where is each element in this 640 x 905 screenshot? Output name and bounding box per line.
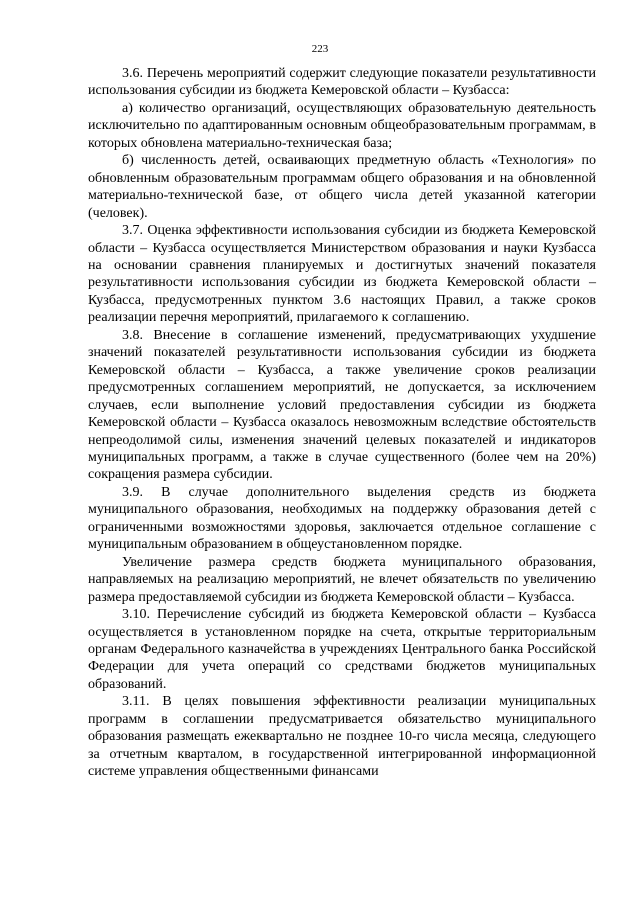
page-number: 223 — [311, 43, 329, 55]
paragraph-3-6: 3.6. Перечень мероприятий содержит следующие показатели результативности использования субсидии из бюджета Кемеровской области – Кузбасса: — [88, 66, 596, 99]
paragraph-3-6-a: а) количество организаций, осуществляющих образовательную деятельность исключительно по адаптированным основным общеобразовательным программам, в которых обновлена материально-техническая база; — [88, 100, 596, 151]
paragraph-3-8: 3.8. Внесение в соглашение изменений, предусматривающих ухудшение значений показателей результативности использования субсидии из бюджета Кемеровской области – Кузбасса, а также увеличение сроков реализации предусмотренных соглашением мероприятий, не допускается, за исключением случаев, если выполнение условий предоставления субсидии из бюджета Кемеровской области – Кузбасса оказалось невозможным вследствие обстоятельств непреодолимой силы, изменения значений целевых показателей и индикаторов муниципальных программ, а также в случае существенного (более чем на 20%) сокращения размера субсидии. — [88, 327, 596, 483]
paragraph-3-6-b: б) численность детей, осваивающих предметную область «Технология» по обновленным образовательным программам общего образования и на обновленной материально-технической базе, от общего числа детей указанной категории (человек). — [88, 153, 596, 221]
paragraph-3-7: 3.7. Оценка эффективности использования субсидии из бюджета Кемеровской области – Кузбасса осуществляется Министерством образования и науки Кузбасса на основании сравнения планируемых и достигнутых значений показателя результативности использования субсидии из бюджета Кемеровской области – Кузбасса, предусмотренных пунктом 3.6 настоящих Правил, а также сроков реализации перечня мероприятий, прилагаемого к соглашению. — [88, 223, 596, 326]
paragraph-3-9: 3.9. В случае дополнительного выделения средств из бюджета муниципального образования, необходимых на поддержку образования детей с ограниченными возможностями здоровья, заключается отдельное соглашение с муниципальным образованием в общеустановленном порядке. — [88, 484, 596, 553]
paragraph-3-9-continuation: Увеличение размера средств бюджета муниципального образования, направляемых на реализацию мероприятий, не влечет обязательств по увеличению размера предоставляемой субсидии из бюджета Кемеровской области – Кузбасса. — [88, 554, 596, 605]
paragraph-3-11: 3.11. В целях повышения эффективности реализации муниципальных программ в соглашении предусматривается обязательство муниципального образования размещать ежеквартально не позднее 10-го числа месяца, следующего за отчетным кварталом, в государственной интегрированной информационной системе управления общественными финансами — [88, 694, 596, 780]
paragraph-3-10: 3.10. Перечисление субсидий из бюджета Кемеровской области – Кузбасса осуществляется в установленном порядке на счета, открытые территориальным органам Федерального казначейства в учреждениях Центрального банка Российской Федерации для учета операций со средствами бюджетов муниципальных образований. — [88, 607, 596, 692]
document-body — [88, 65, 596, 781]
